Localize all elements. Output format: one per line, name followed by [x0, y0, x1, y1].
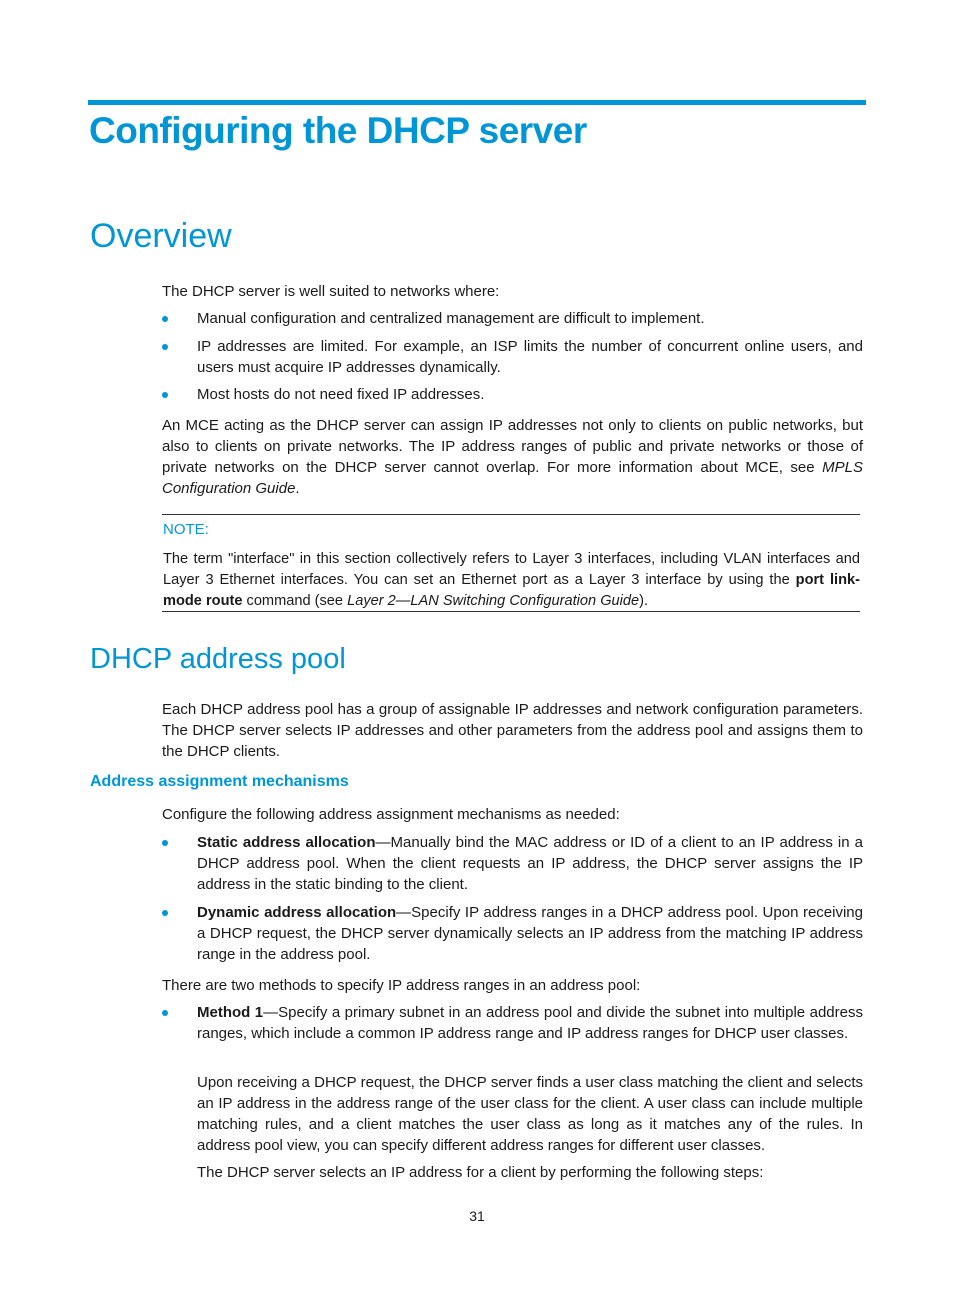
pool-paragraph: Each DHCP address pool has a group of assignable IP addresses and network configuration parameters. The DHCP server selects IP addresses and other parameters from the address pool and assigns them to the DHCP clients.	[162, 701, 863, 760]
chapter-title: Configuring the DHCP server	[89, 110, 587, 151]
note-label: NOTE:	[163, 521, 209, 538]
bullet-dot	[162, 316, 168, 322]
method1-steps-intro: The DHCP server selects an IP address for a client by performing the following steps:	[197, 1164, 764, 1181]
layer2-guide-reference: Layer 2—LAN Switching Configuration Guide	[347, 593, 640, 609]
note-bottom-rule	[162, 611, 860, 612]
chapter-top-rule	[88, 100, 866, 105]
overview-intro: The DHCP server is well suited to networks where:	[162, 283, 500, 300]
static-allocation-item: Static address allocation—Manually bind the MAC address or ID of a client to an IP address in a DHCP address pool. When the client requests an IP address, the DHCP server assigns the IP address in the static binding to the client.	[197, 834, 863, 893]
overview-bullet-1: Manual configuration and centralized management are difficult to implement.	[197, 310, 705, 327]
mpls-guide-reference: MPLS Configuration Guide	[162, 459, 863, 497]
overview-heading: Overview	[90, 217, 232, 255]
address-assignment-heading: Address assignment mechanisms	[90, 773, 349, 790]
method1-user-class-paragraph: Upon receiving a DHCP request, the DHCP server finds a user class matching the client and selects an IP address in the address range of the user class for the client. A user class can include multiple matching rules, and a client matches the user class as long as it matches any of the rules. In address pool view, you can specify different address ranges for different user classes.	[197, 1074, 863, 1154]
mechanisms-intro: Configure the following address assignment mechanisms as needed:	[162, 806, 620, 823]
dhcp-address-pool-heading: DHCP address pool	[90, 643, 346, 675]
overview-bullet-2: IP addresses are limited. For example, an ISP limits the number of concurrent online users, and users must acquire IP addresses dynamically.	[197, 338, 863, 376]
note-top-rule	[162, 514, 860, 515]
method1-item: Method 1—Specify a primary subnet in an address pool and divide the subnet into multiple address ranges, which include a common IP address range and IP address ranges for DHCP user classes.	[197, 1004, 863, 1042]
bullet-dot	[162, 840, 168, 846]
bullet-dot	[162, 1010, 168, 1016]
note-text: The term "interface" in this section collectively refers to Layer 3 interfaces, including VLAN interfaces and Layer 3 Ethernet interfaces. You can set an Ethernet port as a Layer 3 interface by using the port link-mode route command (see Layer 2—LAN Switching Configuration Guide).	[163, 551, 860, 609]
command-port-link-mode-route: port link-mode route	[163, 572, 860, 609]
bullet-dot	[162, 910, 168, 916]
dynamic-allocation-item: Dynamic address allocation—Specify IP address ranges in a DHCP address pool. Upon receiving a DHCP request, the DHCP server dynamically selects an IP address from the matching IP address range in the address pool.	[197, 904, 863, 963]
overview-bullet-3: Most hosts do not need fixed IP addresses.	[197, 386, 485, 403]
methods-intro: There are two methods to specify IP address ranges in an address pool:	[162, 977, 641, 994]
mce-paragraph: An MCE acting as the DHCP server can assign IP addresses not only to clients on public networks, but also to clients on private networks. The IP address ranges of public and private networks or those of private networks on the DHCP server cannot overlap. For more information about MCE, see MPLS Configuration Guide.	[162, 417, 863, 497]
bullet-dot	[162, 344, 168, 350]
bullet-dot	[162, 392, 168, 398]
page-number: 31	[469, 1208, 485, 1224]
